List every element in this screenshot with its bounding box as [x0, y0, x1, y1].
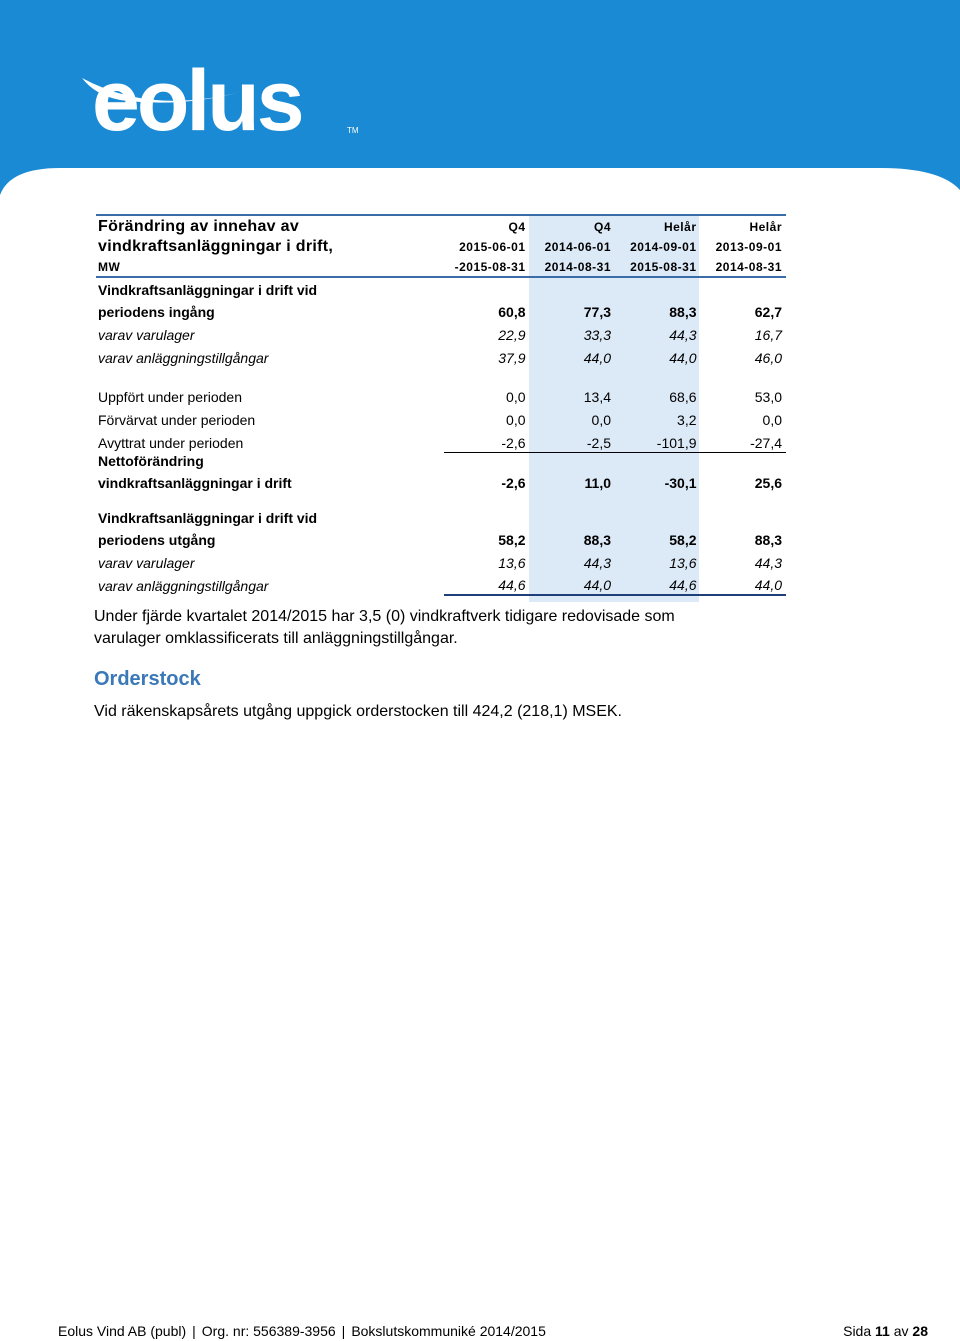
cell: 44,3	[583, 555, 611, 571]
cell: 16,7	[754, 327, 782, 343]
cell: 13,4	[583, 389, 611, 405]
row-label: periodens utgång	[98, 532, 216, 548]
col-from: 2014-06-01	[544, 240, 611, 254]
page-total: 28	[912, 1323, 928, 1339]
cell: 0,0	[506, 389, 526, 405]
cell: 44,0	[669, 350, 697, 366]
cell: 13,6	[498, 555, 526, 571]
cell: 46,0	[754, 350, 782, 366]
cell: 44,0	[583, 350, 611, 366]
eolus-logo: eolus	[92, 53, 302, 149]
cell: 62,7	[754, 304, 782, 320]
cell: 3,2	[677, 412, 697, 428]
cell: 58,2	[498, 532, 526, 548]
col-from: 2014-09-01	[630, 240, 697, 254]
footer-separator: |	[341, 1323, 346, 1339]
row-label: Uppfört under perioden	[98, 389, 242, 405]
col-from: 2013-09-01	[715, 240, 782, 254]
cell: 88,3	[754, 532, 782, 548]
table-row	[96, 281, 786, 299]
col-label: Helår	[701, 215, 787, 236]
col-label: Helår	[615, 215, 701, 236]
cell: 44,3	[754, 555, 782, 571]
cell: -2,6	[501, 475, 526, 491]
row-label: Avyttrat under perioden	[98, 435, 244, 451]
table-title-line1: Förändring av innehav av	[96, 215, 444, 236]
cell: 13,6	[669, 555, 697, 571]
table-row	[96, 527, 786, 549]
cell: -2,5	[530, 429, 616, 452]
cell: -2,6	[444, 429, 530, 452]
cell: 37,9	[498, 350, 526, 366]
cell: 44,0	[530, 572, 616, 595]
page-mid: av	[893, 1323, 909, 1339]
header-row-from	[96, 236, 786, 256]
col-label: Q4	[530, 215, 616, 236]
orderstock-heading: Orderstock	[94, 668, 201, 690]
header-banner	[0, 0, 960, 200]
unit-label: MW	[96, 256, 444, 277]
cell: 53,0	[754, 389, 782, 405]
note-line: Under fjärde kvartalet 2014/2015 har 3,5 (0) vindkraftverk tidigare redovisade som	[94, 608, 675, 625]
row-label: Vindkraftsanläggningar i drift vid	[98, 282, 318, 298]
cell: 44,3	[669, 327, 697, 343]
cell: 77,3	[583, 304, 611, 320]
orderstock-text: Vid räkenskapsårets utgång uppgick orderstocken till 424,2 (218,1) MSEK.	[94, 703, 622, 720]
cell: 25,6	[754, 475, 782, 491]
row-label: varav varulager	[98, 555, 195, 571]
cell: 44,0	[701, 572, 787, 595]
holdings-table-wrap	[96, 214, 786, 596]
cell: 58,2	[669, 532, 697, 548]
table-row	[96, 572, 786, 595]
table-row	[96, 429, 786, 452]
cell: 88,3	[669, 304, 697, 320]
cell: 22,9	[498, 327, 526, 343]
header-row-to	[96, 256, 786, 277]
footer-report: Bokslutskommuniké 2014/2015	[351, 1323, 546, 1339]
row-label: Nettoförändring	[98, 453, 204, 469]
reclassification-note	[94, 606, 675, 650]
col-label: Q4	[444, 215, 530, 236]
trademark: TM	[347, 126, 359, 135]
col-from: 2015-06-01	[459, 240, 526, 254]
spacer	[96, 367, 786, 383]
col-to: -2015-08-31	[444, 256, 530, 277]
cell: 0,0	[506, 412, 526, 428]
page-footer	[58, 1322, 928, 1340]
table-row	[96, 344, 786, 367]
cell: -30,1	[664, 475, 697, 491]
footer-separator: |	[192, 1323, 196, 1339]
table-row	[96, 549, 786, 572]
col-to: 2014-08-31	[701, 256, 787, 277]
row-label: varav varulager	[98, 327, 195, 343]
page-current: 11	[875, 1323, 890, 1339]
table-row	[96, 383, 786, 406]
holdings-table	[96, 214, 786, 596]
cell: 0,0	[762, 412, 782, 428]
note-line: varulager omklassificerats till anläggningstillgångar.	[94, 630, 458, 647]
table-row	[96, 509, 786, 527]
cell: -27,4	[701, 429, 787, 452]
table-row	[96, 470, 786, 492]
spacer	[96, 492, 786, 509]
table-row	[96, 321, 786, 344]
row-label: Förvärvat under perioden	[98, 412, 256, 428]
row-label: vindkraftsanläggningar i drift	[98, 475, 292, 491]
row-label: varav anläggningstillgångar	[98, 350, 269, 366]
cell: 0,0	[591, 412, 611, 428]
page-number	[843, 1322, 928, 1340]
row-label: periodens ingång	[98, 304, 215, 320]
page-prefix: Sida	[843, 1323, 872, 1339]
cell: -101,9	[615, 429, 701, 452]
header-row-labels	[96, 215, 786, 236]
footer-company: Eolus Vind AB (publ)	[58, 1323, 187, 1339]
table-row	[96, 452, 786, 470]
table-row	[96, 299, 786, 321]
cell: 60,8	[498, 304, 526, 320]
cell: 68,6	[669, 389, 697, 405]
table-row	[96, 406, 786, 429]
cell: 44,6	[615, 572, 701, 595]
table-title-line2: vindkraftsanläggningar i drift,	[98, 238, 334, 255]
row-label: varav anläggningstillgångar	[98, 578, 269, 594]
col-to: 2014-08-31	[530, 256, 616, 277]
row-label: Vindkraftsanläggningar i drift vid	[98, 510, 318, 526]
footer-org: Org. nr: 556389-3956	[201, 1323, 336, 1339]
cell: 88,3	[583, 532, 611, 548]
cell: 11,0	[584, 475, 611, 491]
col-to: 2015-08-31	[615, 256, 701, 277]
cell: 44,6	[444, 572, 530, 595]
cell: 33,3	[583, 327, 611, 343]
